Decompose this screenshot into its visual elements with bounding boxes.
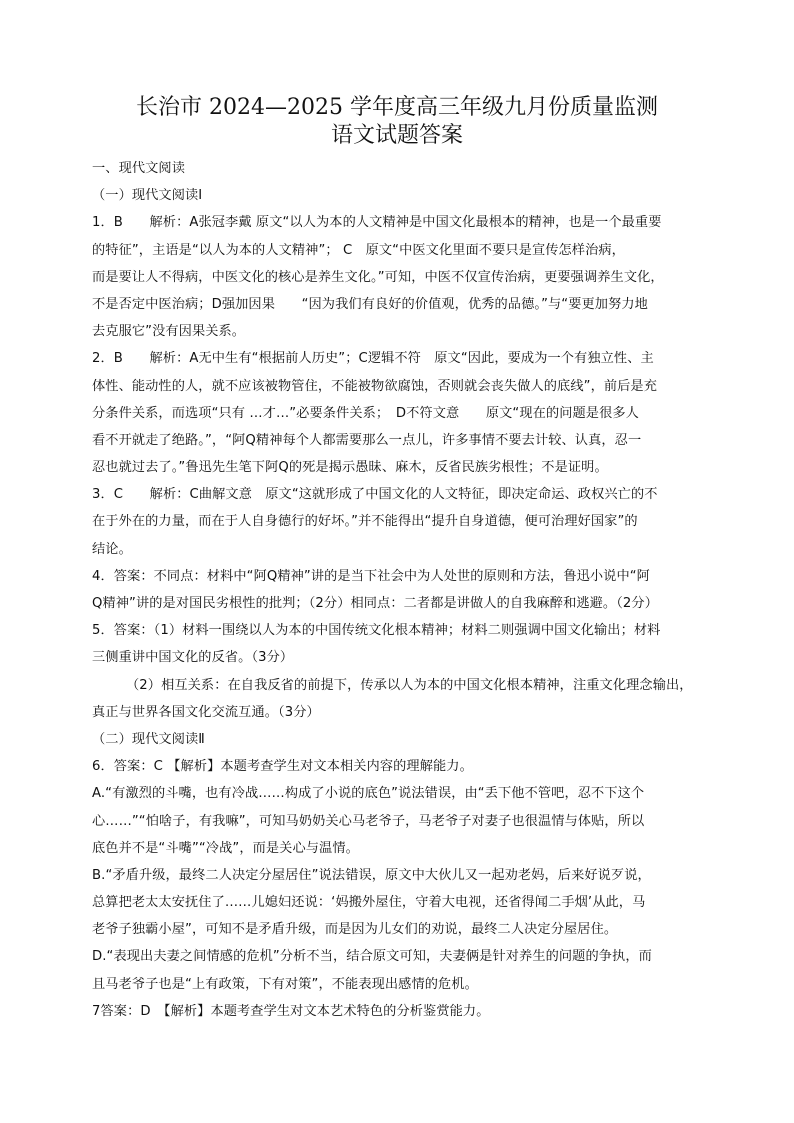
answer-line: 3．C 解析：C曲解文意 原文“这就形成了中国文化的人文特征，即决定命运、政权兴亡的不 [92, 487, 658, 503]
answer-line: 去克服它”没有因果关系。 [92, 324, 246, 340]
answer-content [92, 155, 704, 1025]
answer-line: 的特征”，主语是“以人为本的人文精神”； C 原文“中医文化里面不要只是宣传怎样治病， [92, 242, 625, 258]
answer-line: 心……”“怕啥子，有我嘛”，可知马奶奶关心马老爷子，马老爷子对妻子也很温情与体贴，所以 [92, 813, 645, 829]
answer-line: 1．B 解析：A张冠李戴 原文“以人为本的人文精神是中国文化最根本的精神，也是一个最重要 [92, 215, 662, 231]
answer-line: 结论。 [92, 541, 132, 557]
answer-line: 分条件关系，而选项“只有 …才…”必要条件关系； D不符文意 原文“现在的问题是很多人 [92, 405, 639, 421]
answer-line: 忍也就过去了。”鲁迅先生笔下阿Q的死是揭示愚昧、麻木，反省民族劣根性；不是证明。 [92, 460, 608, 476]
answer-line: 总算把老太太安抚住了……儿媳妇还说：‘妈搬外屋住，守着大电视，还省得闻二手烟’从此，马 [92, 895, 646, 911]
answer-line: 老爷子独霸小屋”，可知不是矛盾升级，而是因为儿女们的劝说，最终二人决定分屋居住。 [92, 922, 618, 938]
answer-line: 2．B 解析：A无中生有“根据前人历史”；C逻辑不符 原文“因此，要成为一个有独立性、主 [92, 351, 654, 367]
document-subtitle: 语文试题答案 [330, 123, 463, 148]
answer-line: Q精神”讲的是对国民劣根性的批判；（2分）相同点：二者都是讲做人的自我麻醉和逃避。（2分） [92, 596, 658, 611]
subsection-heading: （一）现代文阅读Ⅰ [92, 188, 203, 204]
document-title: 长治市 2024—2025 学年度高三年级九月份质量监测 [136, 95, 658, 120]
answer-line: D.“表现出夫妻之间情感的危机”分析不当，结合原文可知，夫妻俩是针对养生的问题的争执，而 [92, 949, 652, 965]
answer-line: B.“矛盾升级，最终二人决定分屋居住”说法错误，原文中大伙儿又一起劝老妈，后来好说歹说， [92, 867, 651, 883]
answer-line: 真正与世界各国文化交流互通。（3分） [92, 704, 320, 720]
answer-line: 5．答案：（1）材料一围绕以人为本的中国传统文化根本精神；材料二则强调中国文化输出；材料 [92, 623, 661, 639]
answer-line: 看不开就走了绝路。”，“阿Q精神每个人都需要那么一点儿，许多事情不要去计较、认真，忍一 [92, 432, 642, 448]
answer-line: 6．答案：C 【解析】本题考查学生对文本相关内容的理解能力。 [92, 759, 473, 775]
answer-line: 4．答案：不同点：材料中“阿Q精神”讲的是当下社会中为人处世的原则和方法，鲁迅小说中“阿 [92, 568, 650, 584]
section-heading: 一、现代文阅读 [92, 161, 186, 176]
answer-line: 不是否定中医治病；D强加因果 “因为我们有良好的价值观，优秀的品德。”与“要更加努力地 [92, 296, 648, 312]
answer-line: A.“有激烈的斗嘴，也有冷战……构成了小说的底色”说法错误，由“丢下他不管吧，忍不下这个 [92, 786, 645, 802]
answer-line: （2）相互关系：在自我反省的前提下，传承以人为本的中国文化根本精神，注重文化理念输出， [126, 677, 693, 693]
answer-line: 三侧重讲中国文化的反省。（3分） [92, 650, 294, 666]
subsection-heading: （二）现代文阅读Ⅱ [92, 731, 205, 747]
answer-line: 而是要让人不得病，中医文化的核心是养生文化。”可知，中医不仅宣传治病，更要强调养生文化， [92, 269, 664, 285]
answer-line: 底色并不是“斗嘴”“冷战”，而是关心与温情。 [92, 840, 359, 856]
answer-line: 在于外在的力量，而在于人自身德行的好坏。”并不能得出“提升自身道德，便可治理好国家”的 [92, 514, 638, 530]
answer-line: 且马老爷子也是“上有政策，下有对策”，不能表现出感情的危机。 [92, 976, 478, 992]
answer-line: 7答案：D 【解析】本题考查学生对文本艺术特色的分析鉴赏能力。 [92, 1003, 490, 1019]
answer-line: 体性、能动性的人，就不应该被物管住，不能被物欲腐蚀，否则就会丧失做人的底线”，前后是充 [92, 378, 658, 394]
